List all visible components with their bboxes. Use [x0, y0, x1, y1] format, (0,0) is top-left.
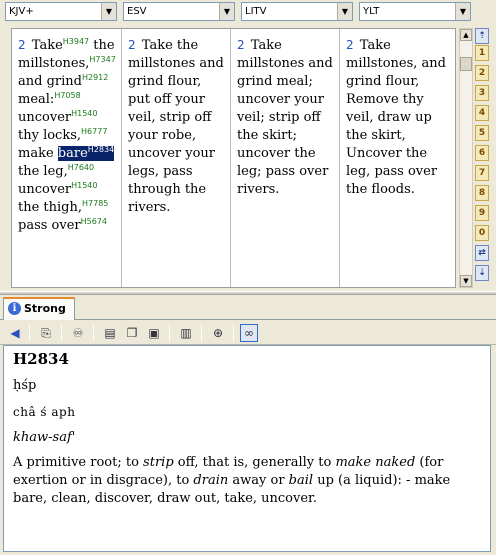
- strong-toolbar: [0, 321, 496, 345]
- strong-number-link[interactable]: H1540: [71, 181, 98, 190]
- strong-number-heading: H2834: [13, 350, 69, 368]
- toolbar-separator: [233, 325, 234, 341]
- strong-number-link[interactable]: H3947: [62, 37, 90, 46]
- tab-down-icon[interactable]: ⇣: [475, 265, 489, 281]
- bible-selector-2-value: ESV: [127, 6, 147, 17]
- print-icon[interactable]: ▣: [148, 326, 160, 340]
- verse-word[interactable]: the thigh,: [18, 200, 83, 215]
- chevron-down-icon[interactable]: ▼: [337, 3, 352, 20]
- verse-word[interactable]: the leg,: [18, 164, 68, 179]
- definition-part: away or: [228, 473, 289, 488]
- tab-sync-icon[interactable]: ⇄: [475, 245, 489, 261]
- verse-word[interactable]: make: [18, 146, 54, 161]
- esv-column: [121, 29, 230, 288]
- bible-selector-3-value: LITV: [245, 6, 267, 17]
- strong-definition-panel: [3, 345, 491, 552]
- number-tab[interactable]: 3: [475, 85, 489, 101]
- number-tab[interactable]: 1: [475, 45, 489, 61]
- bible-selector-2[interactable]: [123, 2, 235, 21]
- definition-emphasis: strip: [143, 455, 174, 470]
- strong-number-link[interactable]: H7347: [89, 55, 116, 64]
- verse-word[interactable]: the millstones,: [18, 38, 115, 71]
- strong-number-link[interactable]: H2834: [87, 145, 115, 154]
- verse-word[interactable]: meal:: [18, 92, 55, 107]
- verse-word[interactable]: thy locks,: [18, 128, 82, 143]
- toolbar-separator: [93, 325, 94, 341]
- strong-number-link[interactable]: H5674: [80, 217, 108, 226]
- number-tab[interactable]: 7: [475, 165, 489, 181]
- strong-number-link[interactable]: H7640: [67, 163, 95, 172]
- bible-selector-4[interactable]: [359, 2, 471, 21]
- copy-icon[interactable]: ❐: [126, 326, 138, 340]
- selected-word[interactable]: [58, 146, 114, 161]
- bible-selector-1[interactable]: [5, 2, 117, 21]
- definition-part: off, that is, generally to: [173, 455, 336, 470]
- search-binoculars-icon[interactable]: ♾: [72, 326, 84, 340]
- pronunciation: khaw-saf': [13, 430, 76, 445]
- definition-part: (for exertion or in disgrace), to: [13, 455, 444, 488]
- tab-up-icon[interactable]: ⇡: [475, 28, 489, 44]
- strong-number-link[interactable]: H6777: [81, 127, 108, 136]
- strong-number-link[interactable]: H1540: [71, 109, 98, 118]
- strong-number-link[interactable]: H7785: [82, 199, 109, 208]
- transliteration: châ ś aph: [13, 405, 76, 419]
- strong-number-link[interactable]: H7058: [54, 91, 81, 100]
- number-tab[interactable]: 5: [475, 125, 489, 141]
- chevron-down-icon[interactable]: ▼: [219, 3, 234, 20]
- bible-selector-4-value: YLT: [363, 6, 380, 17]
- definition-part: A primitive root; to: [13, 455, 144, 470]
- verse-number[interactable]: 2: [128, 38, 136, 52]
- litv-column: [230, 29, 339, 288]
- document-icon[interactable]: ▤: [104, 326, 116, 340]
- bible-selector-3[interactable]: [241, 2, 353, 21]
- verse-word[interactable]: uncover: [18, 182, 72, 197]
- scroll-down-icon[interactable]: ▼: [460, 275, 472, 287]
- verse-word[interactable]: Take: [31, 38, 63, 53]
- definition-emphasis: bail: [288, 473, 314, 488]
- chapter-tabs: [474, 28, 492, 288]
- definition-emphasis: drain: [193, 473, 229, 488]
- info-icon: i: [8, 302, 21, 315]
- zoom-icon[interactable]: ⊕: [212, 326, 224, 340]
- verse-number[interactable]: 2: [346, 38, 354, 52]
- back-arrow-icon[interactable]: ◀: [10, 326, 20, 340]
- toolbar-separator: [169, 325, 170, 341]
- verse-number[interactable]: 2: [18, 38, 26, 52]
- number-tab[interactable]: 4: [475, 105, 489, 121]
- verse-number[interactable]: 2: [237, 38, 245, 52]
- verse-text[interactable]: Take millstones, and grind flour, Remove thy veil, draw up the skirt, Uncover the leg, pass over the floods.: [346, 38, 446, 197]
- bible-selector-1-value: KJV+: [9, 6, 34, 17]
- definition-part: up (a liquid): - make bare, clean, discover, draw out, take, uncover.: [13, 473, 451, 506]
- strong-number-link[interactable]: H2912: [81, 73, 109, 82]
- scroll-thumb[interactable]: [460, 57, 472, 71]
- number-tab[interactable]: 0: [475, 225, 489, 241]
- toolbar-separator: [29, 325, 30, 341]
- hebrew-word: ḥśp: [13, 378, 37, 393]
- number-tab[interactable]: 9: [475, 205, 489, 221]
- verse-text[interactable]: Take millstones and grind meal; uncover your veil; strip off the skirt; uncover the leg; pass over rivers.: [237, 38, 333, 197]
- number-tab[interactable]: 8: [475, 185, 489, 201]
- tab-strong-label: Strong: [24, 302, 66, 315]
- ylt-column: [339, 29, 456, 288]
- toolbar-separator: [61, 325, 62, 341]
- scroll-up-icon[interactable]: ▲: [460, 29, 472, 41]
- definition-text: [13, 454, 481, 508]
- selected-word-text: bare: [57, 146, 88, 161]
- bottom-tab-strip: [0, 296, 496, 320]
- number-tab[interactable]: 2: [475, 65, 489, 81]
- book-icon[interactable]: ▥: [180, 326, 192, 340]
- verse-word[interactable]: and grind: [18, 74, 82, 89]
- number-tab[interactable]: 6: [475, 145, 489, 161]
- tab-strong[interactable]: [3, 297, 75, 320]
- chevron-down-icon[interactable]: ▼: [455, 3, 470, 20]
- verse-word[interactable]: uncover: [18, 110, 72, 125]
- verse-text[interactable]: Take the millstones and grind flour, put off your veil, strip off your robe, uncover your legs, pass through the rivers.: [128, 38, 224, 215]
- parallel-panes: [11, 28, 456, 288]
- link-icon[interactable]: ∞: [240, 324, 258, 342]
- vertical-scrollbar[interactable]: [459, 28, 473, 288]
- toolbar-separator: [201, 325, 202, 341]
- verse-word[interactable]: pass over: [18, 218, 81, 233]
- chevron-down-icon[interactable]: ▼: [101, 3, 116, 20]
- pane-splitter[interactable]: [0, 291, 496, 295]
- definition-emphasis: make naked: [335, 455, 416, 470]
- export-icon[interactable]: ⎘: [41, 326, 51, 340]
- kjv-column: [12, 29, 121, 288]
